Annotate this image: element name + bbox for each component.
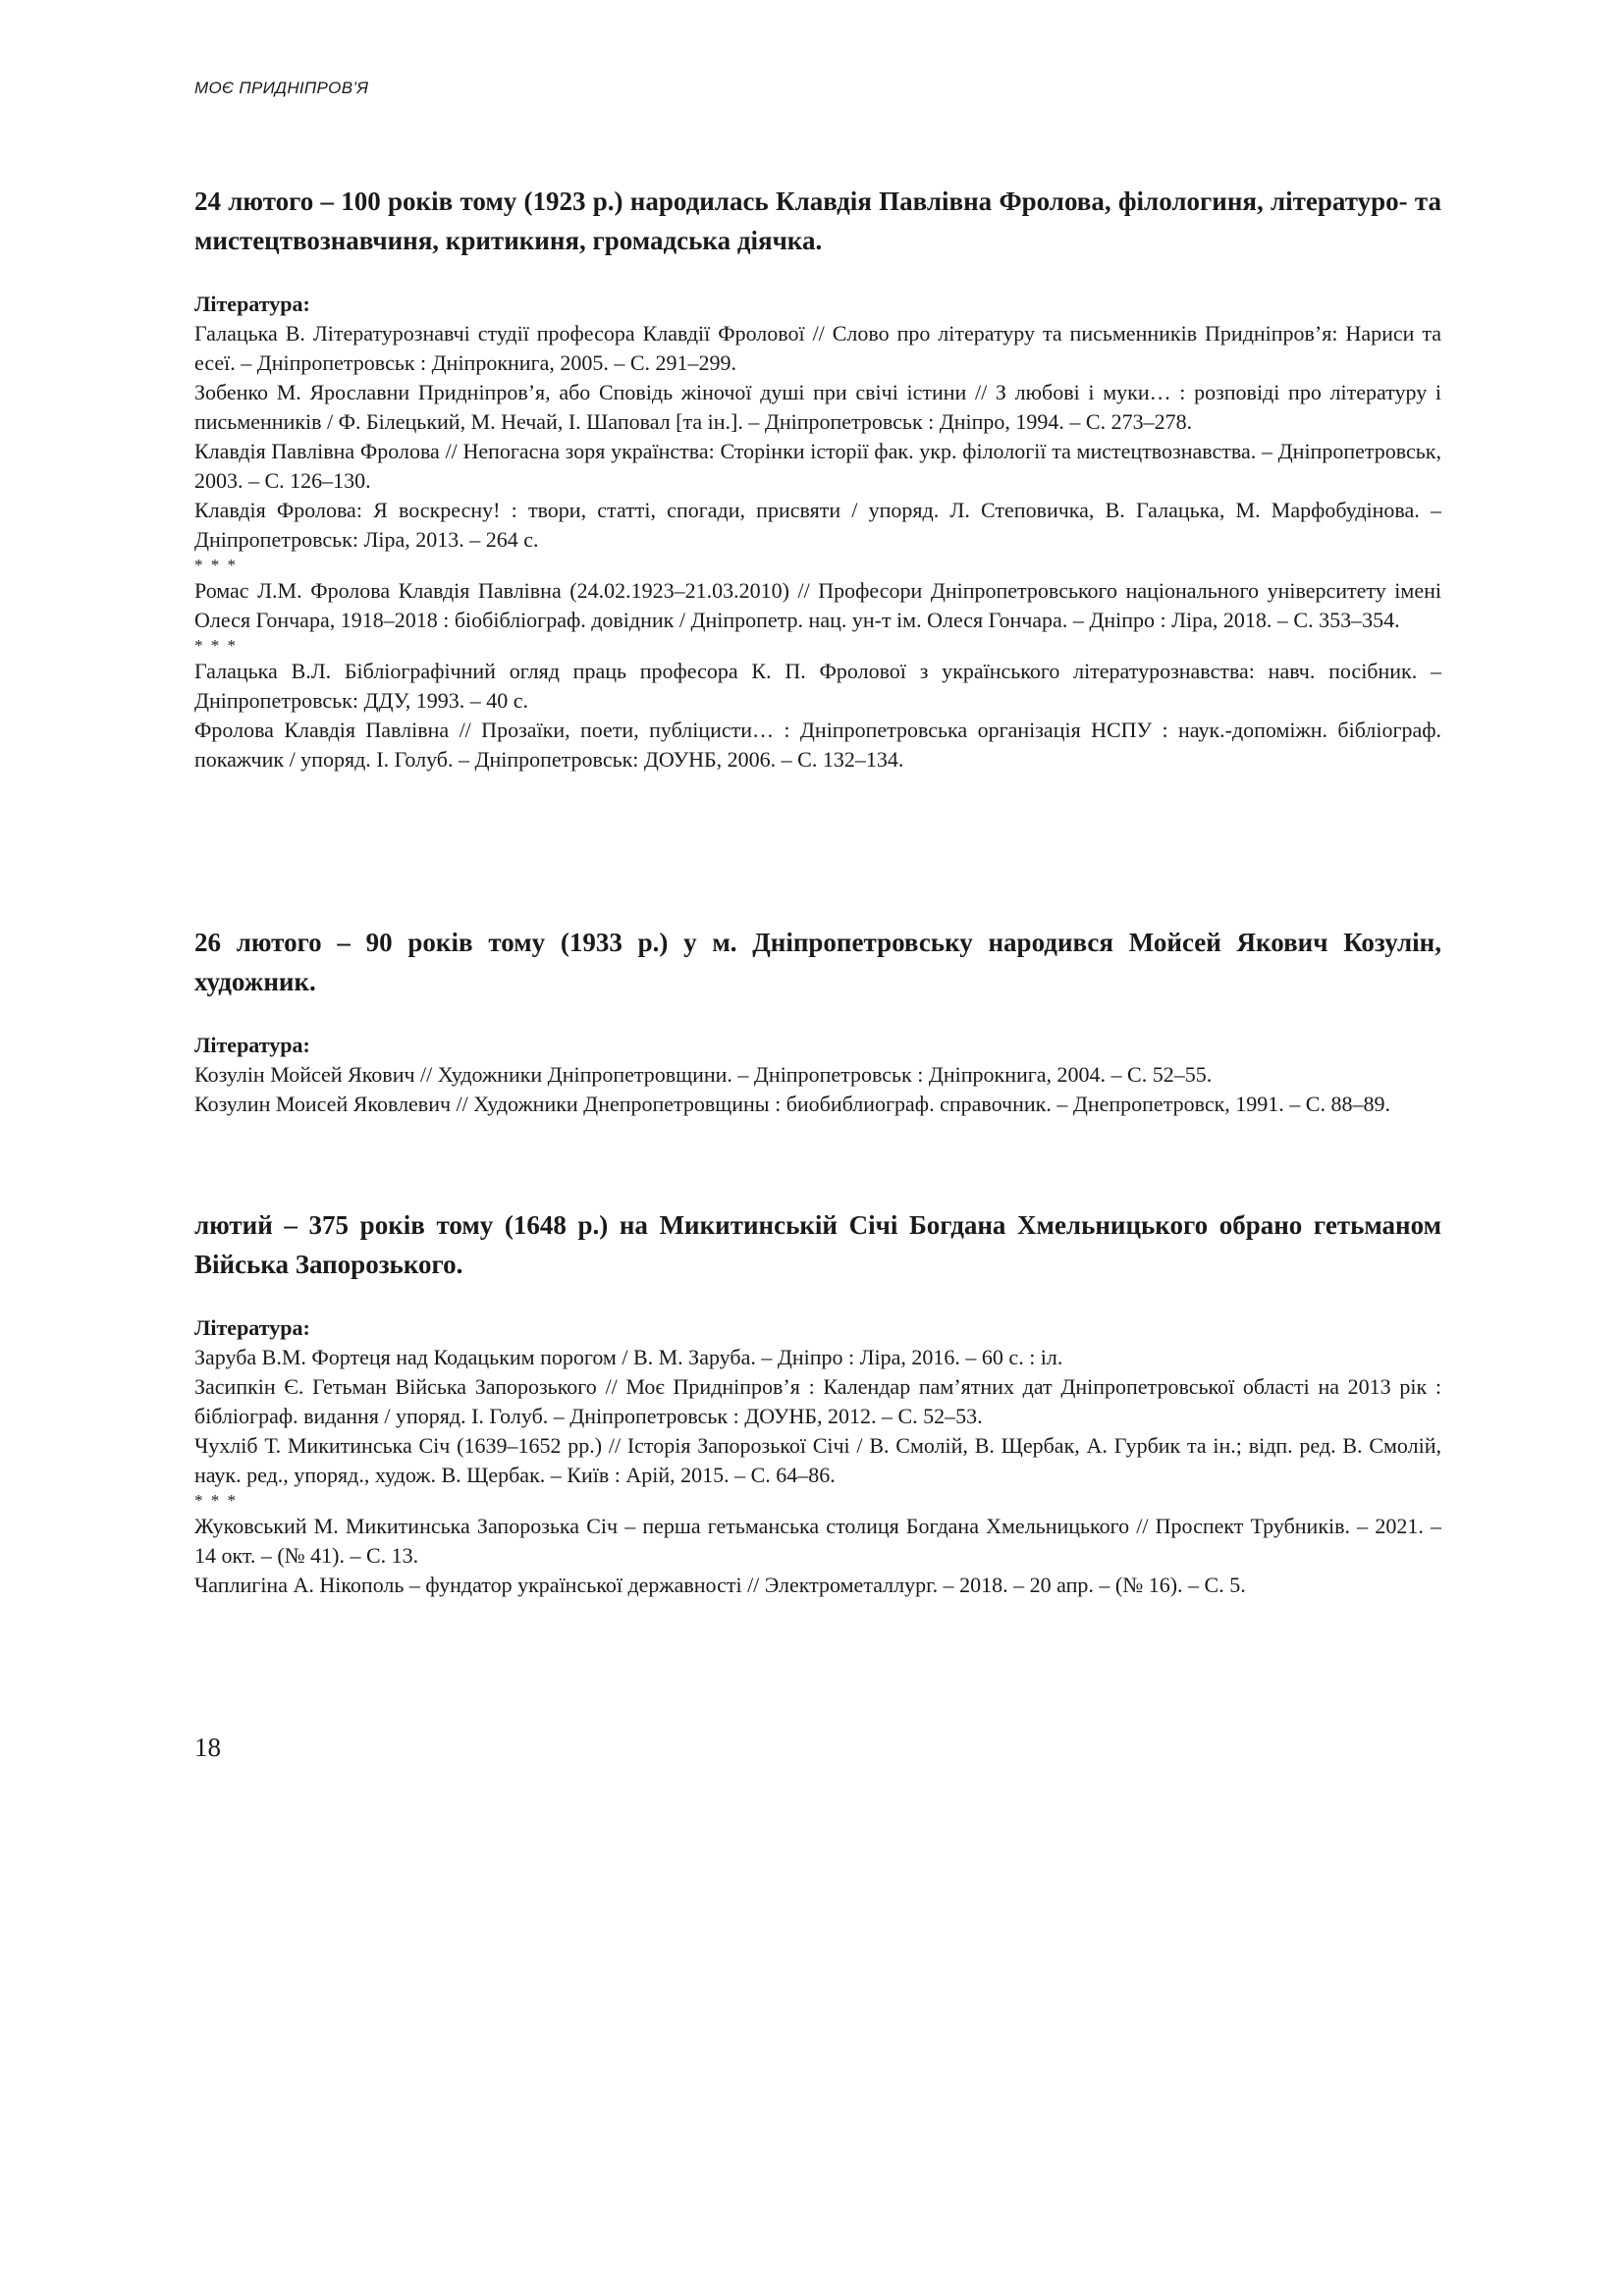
bibliography-entry: Козулин Моисей Яковлевич // Художники Днепропетровщины : биобиблиограф. справочник. – Днепропетровск, 1991. – С. 88–89. xyxy=(194,1092,1390,1116)
bibliography-entry: Галацька В. Літературознавчі студії професора Клавдії Фролової // Слово про літературу та письменників Придніпров’я: Нариси та есеї. – Дніпропетровськ : Дніпрокнига, 2005. – С. 291–299. xyxy=(194,321,1441,375)
bibliography-entry: Чаплигіна А. Нікополь – фундатор української державності // Электрометаллург. – 2018. – 20 апр. – (№ 16). – С. 5. xyxy=(194,1573,1246,1597)
bibliography-entry: Ромас Л.М. Фролова Клавдія Павлівна (24.02.1923–21.03.2010) // Професори Дніпропетровського національного університету імені Олеся Гончара, 1918–2018 : біобібліограф. довідник / Дніпропетр. нац. ун-т ім. Олеся Гончара. – Дніпро : Ліра, 2018. – С. 353–354. xyxy=(194,578,1441,632)
section-title: лютий – 375 років тому (1648 р.) на Микитинській Січі Богдана Хмельницького обрано гетьманом Війська Запорозького. xyxy=(194,1210,1441,1279)
section-kozulin xyxy=(194,923,1441,1119)
bibliography-entry: Чухліб Т. Микитинська Січ (1639–1652 рр.) // Історія Запорозької Січі / В. Смолій, В. Щербак, А. Гурбик та ін.; відп. ред. В. Смолій, наук. ред., упоряд., худож. В. Щербак. – Київ : Арій, 2015. – С. 64–86. xyxy=(194,1433,1441,1487)
bibliography-entry: Засипкін Є. Гетьман Війська Запорозького // Моє Придніпров’я : Календар пам’ятних дат Дніпропетровської області на 2013 рік : бібліограф. видання / упоряд. І. Голуб. – Дніпропетровськ : ДОУНБ, 2012. – С. 52–53. xyxy=(194,1374,1441,1428)
section-title: 26 лютого – 90 років тому (1933 р.) у м. Дніпропетровську народився Мойсей Якович Козулін, художник. xyxy=(194,928,1441,996)
literature-label: Література: xyxy=(194,1315,310,1340)
bibliography-entry: Заруба В.М. Фортеця над Кодацьким порогом / В. М. Заруба. – Дніпро : Ліра, 2016. – 60 с. : іл. xyxy=(194,1345,1063,1369)
literature-label: Література: xyxy=(194,1033,310,1057)
section-khmelnytsky xyxy=(194,1205,1441,1600)
section-frolova xyxy=(194,182,1441,774)
separator-asterisks: * * * xyxy=(194,556,238,574)
separator-asterisks: * * * xyxy=(194,1491,238,1510)
section-title: 24 лютого – 100 років тому (1923 р.) народилась Клавдія Павлівна Фролова, філологиня, літературо- та мистецтвознавчиня, критикиня, громадська діячка. xyxy=(194,187,1441,255)
literature-label: Література: xyxy=(194,292,310,316)
bibliography-entry: Клавдія Фролова: Я воскресну! : твори, статті, спогади, присвяти / упоряд. Л. Степовичка, В. Галацька, М. Марфобудінова. – Дніпропетровськ: Ліра, 2013. – 264 с. xyxy=(194,498,1441,552)
separator-asterisks: * * * xyxy=(194,636,238,655)
bibliography-entry: Козулін Мойсей Якович // Художники Дніпропетровщини. – Дніпропетровськ : Дніпрокнига, 2004. – С. 52–55. xyxy=(194,1062,1213,1087)
page-number: 18 xyxy=(194,1733,221,1762)
running-header: МОЄ ПРИДНІПРОВ’Я xyxy=(194,79,369,97)
bibliography-entry: Фролова Клавдія Павлівна // Прозаїки, поети, публіцисти… : Дніпропетровська організація НСПУ : наук.-допоміжн. бібліограф. покажчик / упоряд. І. Голуб. – Дніпропетровськ: ДОУНБ, 2006. – С. 132–134. xyxy=(194,718,1441,772)
bibliography-entry: Жуковський М. Микитинська Запорозька Січ – перша гетьманська столиця Богдана Хмельницького // Проспект Трубників. – 2021. – 14 окт. – (№ 41). – С. 13. xyxy=(194,1514,1441,1568)
bibliography-entry: Клавдія Павлівна Фролова // Непогасна зоря українства: Сторінки історії фак. укр. філології та мистецтвознавства. – Дніпропетровськ, 2003. – С. 126–130. xyxy=(194,439,1441,493)
bibliography-entry: Галацька В.Л. Бібліографічний огляд праць професора К. П. Фролової з українського літературознавства: навч. посібник. – Дніпропетровськ: ДДУ, 1993. – 40 с. xyxy=(194,659,1441,713)
bibliography-entry: Зобенко М. Ярославни Придніпров’я, або Сповідь жіночої душі при свічі істини // З любові і муки… : розповіді про літературу і письменників / Ф. Білецький, М. Нечай, І. Шаповал [та ін.]. – Дніпропетровськ : Дніпро, 1994. – С. 273–278. xyxy=(194,380,1441,434)
